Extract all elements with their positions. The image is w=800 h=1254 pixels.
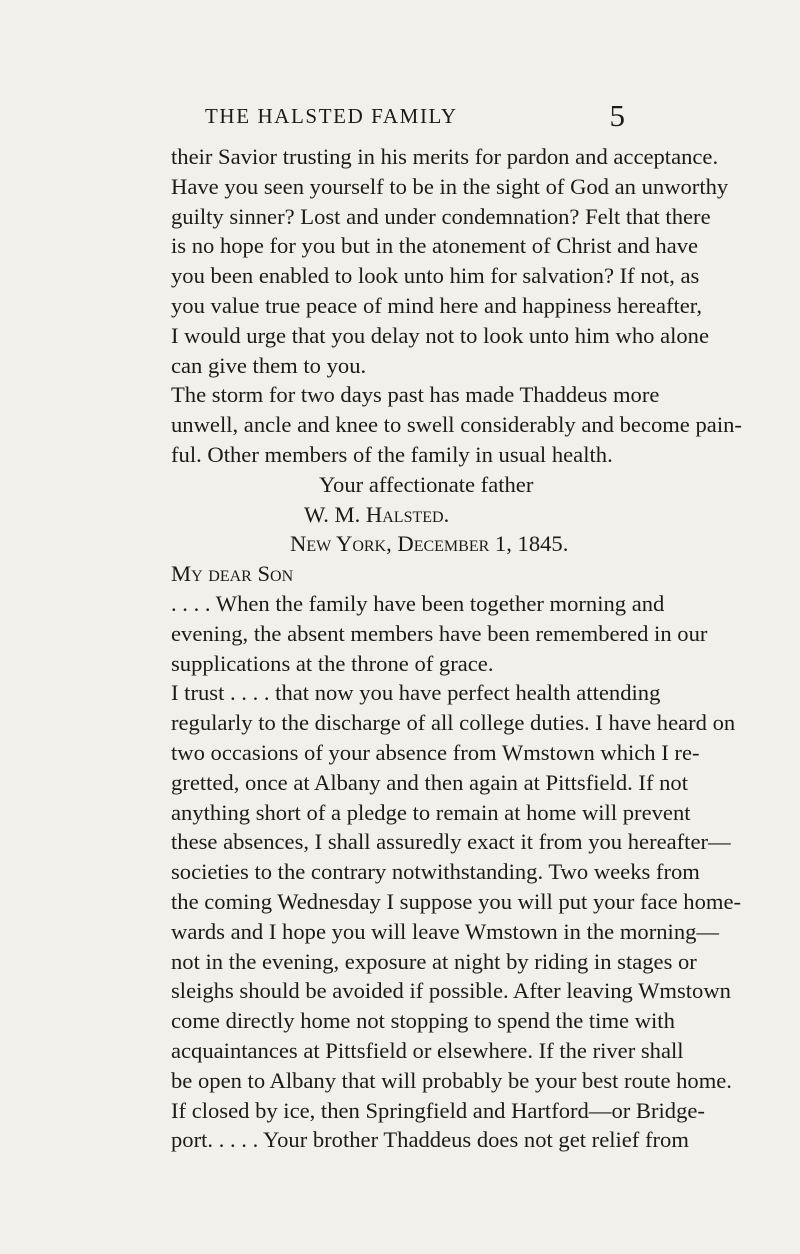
text-line: societies to the contrary notwithstanding. Two weeks from [171,859,700,885]
text-line: port. . . . . Your brother Thaddeus does not get relief from [171,1127,689,1153]
text-line: The storm for two days past has made Thaddeus more [171,382,660,408]
text-line: come directly home not stopping to spend the time with [171,1008,675,1034]
text-line: Have you seen yourself to be in the sight of God an unworthy [171,173,729,199]
text-line: you been enabled to look unto him for salvation? If not, as [171,263,700,289]
text-line: gretted, once at Albany and then again at Pittsfield. If not [171,769,688,795]
text-line: two occasions of your absence from Wmstown which I re- [171,739,700,765]
text-line: evening, the absent members have been remembered in our [171,620,708,646]
text-line: . . . . When the family have been together morning and [171,590,665,616]
letter-dateline: New York, December 1, 1845. [290,531,569,557]
text-line: not in the evening, exposure at night by riding in stages or [171,948,697,974]
text-line: sleighs should be avoided if possible. After leaving Wmstown [171,978,731,1004]
text-line: guilty sinner? Lost and under condemnation? Felt that there [171,203,711,229]
text-line: these absences, I shall assuredly exact it from you hereafter— [171,829,731,855]
text-line: acquaintances at Pittsfield or elsewhere. If the river shall [171,1037,684,1063]
running-title: THE HALSTED FAMILY [205,104,458,128]
text-line: unwell, ancle and knee to swell considerably and become pain- [171,412,742,438]
text-line: supplications at the throne of grace. [171,650,494,676]
text-line: can give them to you. [171,352,367,378]
text-line: you value true peace of mind here and happiness hereafter, [171,292,703,318]
text-line: wards and I hope you will leave Wmstown in the morning— [171,918,720,944]
letter-signature: W. M. Halsted. [304,501,450,527]
letter-body [171,142,742,1155]
text-line: their Savior trusting in his merits for pardon and acceptance. [171,144,719,169]
page-number: 5 [609,98,625,133]
text-line: anything short of a pledge to remain at home will prevent [171,799,691,825]
letter-closing: Your affectionate father [319,471,534,497]
text-line: regularly to the discharge of all college duties. I have heard on [171,710,736,736]
text-line: If closed by ice, then Springfield and Hartford—or Bridge- [171,1097,705,1123]
text-line: ful. Other members of the family in usual health. [171,441,613,467]
text-line: I would urge that you delay not to look unto him who alone [171,322,709,348]
page-header [205,100,625,132]
text-line: is no hope for you but in the atonement of Christ and have [171,233,699,259]
text-line: I trust . . . . that now you have perfect health attending [171,680,661,706]
text-line: the coming Wednesday I suppose you will put your face home- [171,888,742,914]
letter-salutation: My dear Son [171,561,294,587]
text-line: be open to Albany that will probably be your best route home. [171,1067,732,1093]
